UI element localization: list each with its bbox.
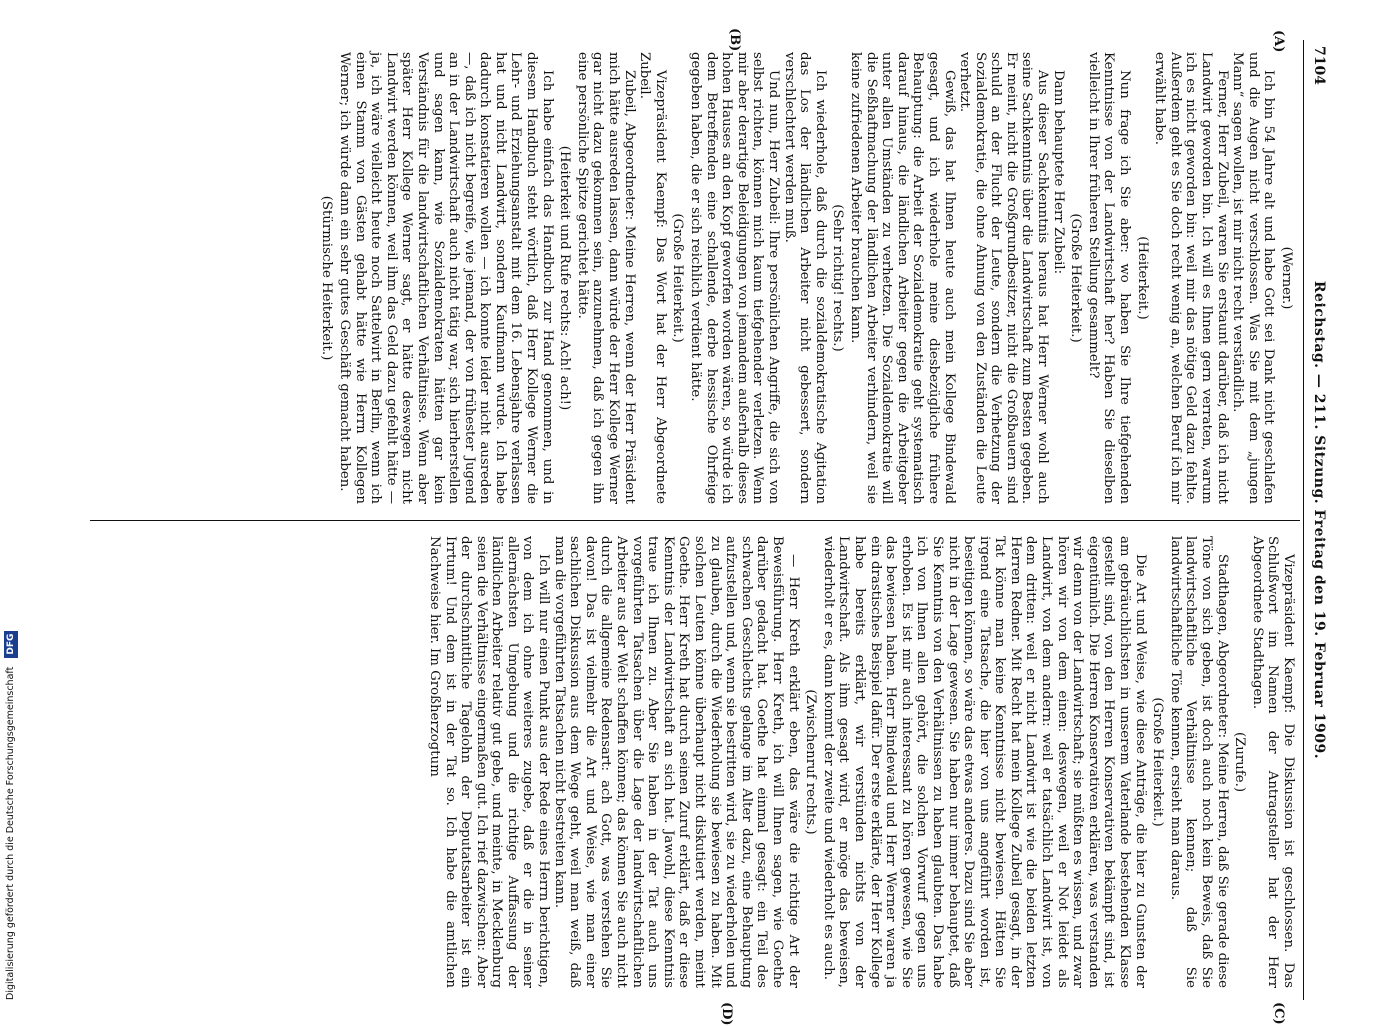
reaction: (Zwischenruf rechts.) bbox=[803, 689, 819, 835]
reaction: (Große Heiterkeit.) bbox=[670, 213, 686, 343]
column-divider bbox=[90, 520, 1300, 521]
reaction: (Stürmische Heiterkeit.) bbox=[319, 195, 335, 361]
paragraph: Gewiß, das hat Ihnen heute auch mein Kollege Bindewald gesagt, und ich wiederhole meine diesbezügliche frühere Behauptung: die Arbeit der Sozialdemokratie geht systematisch darauf hinaus, die ländlichen Arbeiter gegen die Arbeitgeber unter allen Umständen zu verhetzen. Die Sozialdemokratie will die Seßhaftmachung der ländlichen Arbeiter verhindern, weil sie keine zufriedenen Arbeiter brauchen kann. bbox=[847, 52, 957, 504]
reaction: (Heiterkeit und Rufe rechts: Ach! ach!) bbox=[557, 145, 573, 411]
footer-text: Digitalisierung gefördert durch die Deutsche Forschungsgemeinschaft bbox=[5, 666, 16, 1000]
document-body bbox=[80, 28, 1330, 1026]
speaker-tag: (Werner.) bbox=[1279, 246, 1294, 310]
reaction: (Sehr richtig! rechts.) bbox=[830, 204, 846, 352]
dfg-logo: DFG bbox=[4, 631, 18, 658]
left-column bbox=[317, 52, 1296, 504]
quotation: Aus dieser Sachkenntnis heraus hat Herr Werner wohl auch seine Sachkenntnis über die Landwirtschaft zum Besten gegeben. Er meint, nicht die Großgrundbesitzer, nicht die Großbauern sind schuld an der Flucht der Leute, sondern die Verhetzung der Sozialdemokratie, die ohne Ahnung von den Zuständen die Leute verhetzt. bbox=[957, 52, 1051, 504]
margin-mark-b: (B) bbox=[727, 28, 742, 52]
speaker-paragraph: Vizepräsident Kaempf: Die Diskussion ist geschlossen. Das Schlußwort im Namen der Antragsteller hat der Herr Abgeordnete Stadthagen. bbox=[1249, 536, 1296, 988]
margin-mark-c: (C) bbox=[1271, 1002, 1286, 1025]
reaction: (Heiterkeit.) bbox=[1134, 236, 1150, 320]
reaction: (Zurufe.) bbox=[1232, 731, 1248, 793]
paragraph: Ferner, Herr Zubeil, waren Sie erstaunt darüber, daß ich nicht Landwirt geworden bin. Ich will es Ihnen gern verraten, warum ich es nicht geworden bin: weil mir das nötige Geld dazu fehlte. Außerdem geht es Sie doch recht wenig an, welchen Beruf ich mir erwählt habe. bbox=[1152, 52, 1230, 504]
speaker-paragraph: Stadthagen, Abgeordneter: Meine Herren, daß Sie gerade diese Töne von sich geben, ist doch auch noch kein Beweis, daß Sie landwirtschaftliche Verhältnisse kennen; daß Sie landwirtschaftliche Töne kennen, ersieht man daraus. bbox=[1167, 536, 1230, 988]
paragraph: Ich wiederhole, daß durch die sozialdemokratische Agitation das Los der ländlichen Arbeiter nicht gebessert, sondern verschlechtert werden muß. bbox=[781, 52, 828, 504]
paragraph: Nun frage ich Sie aber: wo haben Sie Ihre tiefgehenden Kenntnisse von der Landwirtschaft her? Haben Sie dieselben vielleicht in Ihrer früheren Stellung gesammelt? bbox=[1085, 52, 1133, 504]
speaker-paragraph: Zubeil, Abgeordneter: Meine Herren, wenn der Herr Präsident mich hätte ausreden lassen, dann würde der Herr Kollege Werner gar nicht dazu gekommen sein, anzunehmen, daß ich gegen ihn eine persönliche Spitze gerichtet hätte. bbox=[574, 52, 637, 504]
speaker-paragraph: Vizepräsident Kaempf: Das Wort hat der Herr Abgeordnete Zubeil. bbox=[637, 52, 668, 504]
paragraph: Ich bin 54 Jahre alt und habe Gott sei Dank nicht geschlafen und die Augen nicht verschlossen. Was Sie mit dem „jungen Mann“ sagen wollen, ist mir nicht recht verständlich. bbox=[1230, 52, 1277, 504]
margin-mark-d: (D) bbox=[719, 1002, 734, 1026]
right-column bbox=[426, 536, 1296, 988]
running-title: Reichstag. — 211. Sitzung. Freitag den 19. Februar 1909. bbox=[1311, 280, 1327, 760]
reaction: (Große Heiterkeit.) bbox=[1150, 697, 1166, 827]
page-header bbox=[1303, 40, 1330, 1000]
paragraph: Ich habe einfach das Handbuch zur Hand genommen, und in diesem Handbuch steht wörtlich, daß Herr Kollege Werner die Lehr- und Erziehungsanstalt mit dem 16. Lebensjahre verlassen hat und nicht Landwirt, sondern Kaufmann wurde. Ich habe dadurch konstatieren wollen — ich konnte leider nicht ausreden —, daß ich nicht begreife, wie jemand, der von frühester Jugend an in der Landwirtschaft auch nicht tätig war, sich hierherstellen und sagen kann, wie Sozialdemokraten hätten gar kein Verständnis für die landwirtschaftlichen Verhältnisse. Wenn aber später Herr Kollege Werner sagt, er hätte deswegen nicht Landwirt werden können, weil ihm das Geld dazu gefehlt hätte — ja, ich wäre vielleicht heute noch Sattelwirt in Berlin, wenn ich einen Stamm von Gästen gehabt hätte wie Herrn Kollegen Werner; ich würde dann ein sehr gutes Geschäft gemacht haben. bbox=[336, 52, 555, 504]
margin-mark-a: (A) bbox=[1271, 30, 1286, 53]
digitization-footer bbox=[4, 0, 20, 1000]
paragraph: Und nun, Herr Zubeil: Ihre persönlichen Angriffe, die sich von selbst richten, können mich kaum tiefgehender verletzen. Wenn mir aber derartige Beleidigungen von jemandem außerhalb dieses hohen Hauses an den Kopf geworfen worden wären, so würde ich dem Betreffenden eine schallende, derbe hessische Ohrfeige gegeben haben, die er sich reichlich verdient hätte. bbox=[688, 52, 781, 504]
paragraph: Die Art und Weise, wie diese Anträge, die hier zu Gunsten der am gebräuchlichsten in unserem Vaterlande bestehenden Klasse gestellt sind, von den Herren Konservativen bekämpft sind, ist eigentümlich. Die Herren Konservativen erklären, was verstanden wir denn von der Landwirtschaft; sie müßten es wissen, und zwar hören wir von dem einen: deswegen, weil er Not leidet als Landwirt, von dem andern: weil er tatsächlich Landwirt ist, von dem dritten: weil er nicht Landwirt ist wie die beiden letzten Herren Redner. Mit Recht hat mein Kollege Zubeil gesagt, in der Tat könne man keine Kenntnisse nicht bewiesen. Hätten Sie irgend eine Tatsache, die hier von uns angeführt worden ist, beseitigen können, so wäre das etwas anderes. Dazu sind Sie aber nicht in der Lage gewesen. Sie haben nur immer behauptet, daß Sie Kenntnis von den Verhältnissen zu haben glaubten. Das habe ich von Ihnen allen gehört, die solchen Vorwurf gegen uns erhoben. Es ist mir auch interessant zu hören gewesen, wie Sie das bewiesen haben. Herr Bindewald und Herr Werner waren ja ein drastisches Beispiel dafür. Der erste erklärte, der Herr Kollege habe bereits erklärt, wir verstünden nichts von der Landwirtschaft. Als ihm gesagt wird, er möge das beweisen, wiederholt er es, dann kommt der zweite und wiederholt es auch. bbox=[820, 536, 1148, 988]
paragraph: Dann behauptete Herr Zubeil: bbox=[1050, 70, 1066, 275]
paragraph: Ich will nur einen Punkt aus der Rede eines Herrn berichtigen, von dem ich ohne weiteres zugebe, daß er die in seiner allernächsten Umgebung und die richtige Auffassung der ländlichen Arbeiter relativ gut gebe, und meinte, in Mecklenburg seien die Verhältnisse eingermaßen gut. Ich rief dazwischen: Aber der durchschnittliche Tagelohn der Deputatsarbeiter ist ein Irrtum! Und dem ist in der Tat so. Ich habe die amtlichen Nachweise hier. Im Großherzogtum bbox=[426, 536, 552, 988]
page-number: 7104 bbox=[1311, 46, 1327, 85]
reaction: (Große Heiterkeit.) bbox=[1068, 213, 1084, 343]
paragraph: — Herr Kreth erklärt eben, das wäre die richtige Art der Beweisführung. Herr Kreth, ich will Ihnen sagen, wie Goethe darüber gedacht hat. Goethe hat einmal gesagt: ein Teil des schwachen Geschlechts gelange im Alter dazu, eine Behauptung aufzustellen und, wenn sie bestritten wird, sie zu wiederholen und zu glauben, durch die Wiederholung sie bewiesen zu haben. Mit solchen Leuten könne überhaupt nicht diskutiert werden, meint Goethe. Herr Kreth hat durch seinen Zuruf erklärt, daß er diese Kenntnis der Landwirtschaft an sich hat. Jawohl, diese Kenntnis traue ich Ihnen zu. Aber Sie haben in der Tat auch uns vorgeführten Tatsachen über die Lage der landwirtschaftlichen Arbeiter aus der Welt schaffen können; das können Sie auch nicht durch die allgemeine Redensart: ach Gott, was verstehen Sie davon! Das ist vielmehr die Art und Weise, wie man einer sachlichen Diskussion aus dem Wege geht, weil man weiß, daß man die vorgeführten Tatsachen nicht bestreiten kann. bbox=[551, 536, 801, 988]
